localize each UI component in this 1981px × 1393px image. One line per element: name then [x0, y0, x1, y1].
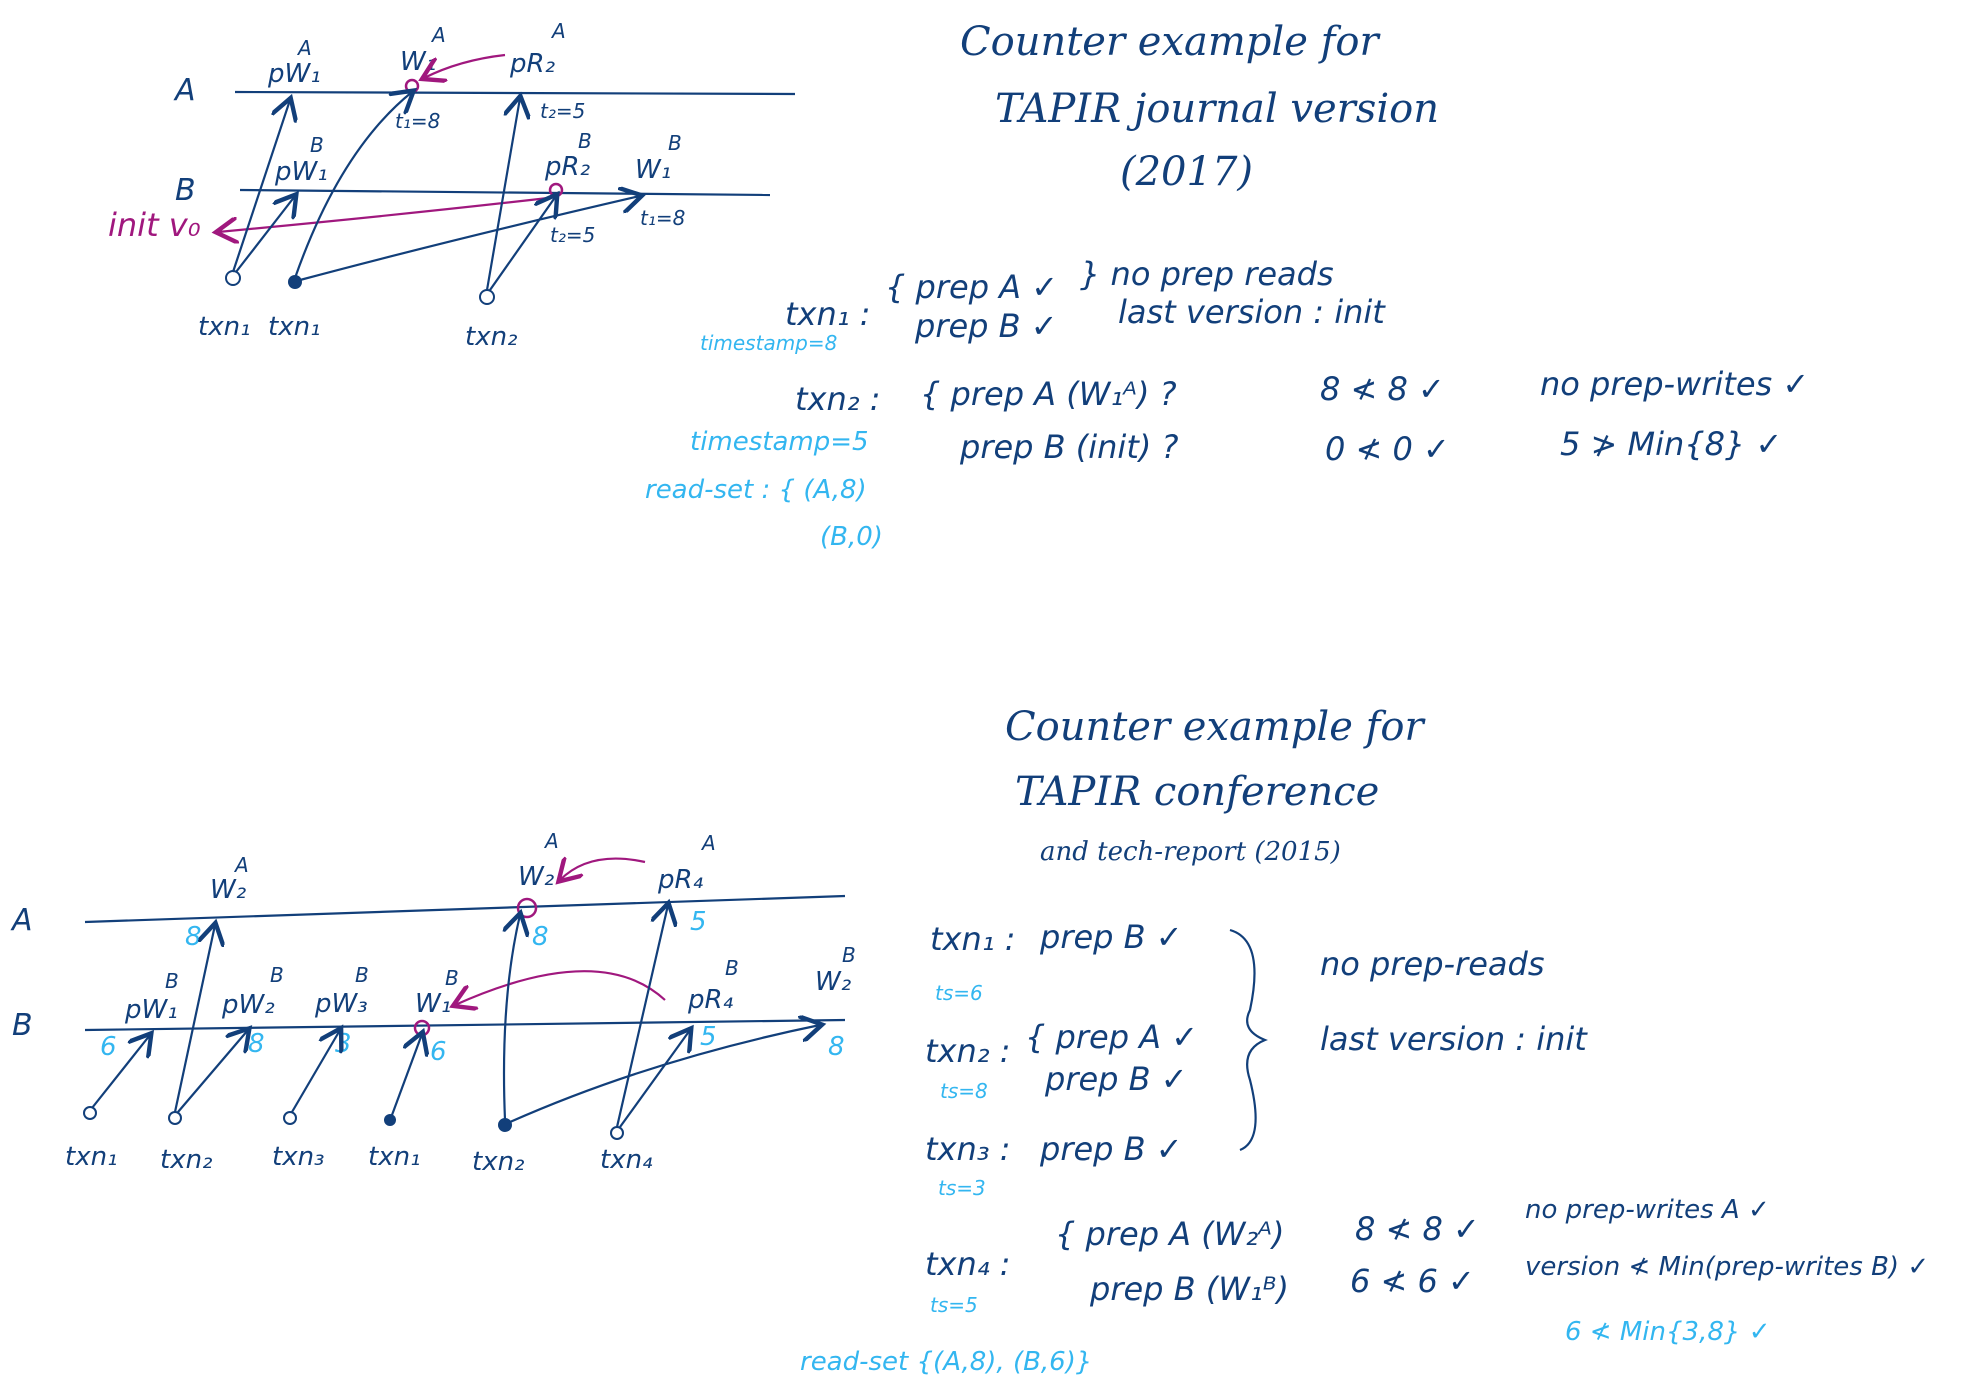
title1-line3: (2017)	[1120, 149, 1254, 195]
w2-a-sup: A	[235, 853, 249, 877]
t2-txn-label-4: txn₁	[368, 1142, 421, 1172]
pr2-a-sup: A	[552, 19, 566, 43]
n1-cmp-a: 8 ≮ 8 ✓	[1320, 370, 1445, 408]
n2-txn2-prep-b: prep B ✓	[1045, 1060, 1188, 1098]
txn-label-1: txn₁	[198, 312, 251, 342]
n2-txn1-prep: prep B ✓	[1040, 918, 1183, 956]
n2-txn2-ts: ts=8	[940, 1079, 988, 1103]
n1-txn2: txn₂ :	[795, 380, 881, 418]
t2-txn2-commit-origin	[498, 1118, 512, 1132]
n1-min-check: 5 ≯ Min{8} ✓	[1560, 425, 1783, 463]
title2-line2: TAPIR conference	[1015, 769, 1380, 815]
w2-b-ts: 8	[828, 1032, 845, 1062]
w1-b-label: W₁	[635, 155, 672, 185]
t2-txn-label-5: txn₂	[472, 1147, 525, 1177]
pr4-b-ts: 5	[700, 1022, 717, 1052]
w2-b-label: W₂	[815, 967, 852, 997]
t2-txn4-origin	[611, 1127, 623, 1139]
title2-line3: and tech-report (2015)	[1040, 837, 1341, 867]
title1-line2: TAPIR journal version	[995, 86, 1439, 132]
t2-txn-label-2: txn₂	[160, 1145, 213, 1175]
n2-last-version: last version : init	[1320, 1020, 1587, 1058]
pw1-b2-ts: 6	[100, 1032, 117, 1062]
n2-cmp-b: 6 ≮ 6 ✓	[1350, 1262, 1475, 1300]
n2-txn1: txn₁ :	[930, 920, 1016, 958]
t2-txn4-arrow-a	[617, 905, 668, 1127]
pr2-a-label: pR₂	[510, 49, 555, 79]
pr4-b-label: pR₄	[688, 985, 733, 1015]
txn-label-2: txn₁	[268, 312, 321, 342]
n1-no-prep-reads: } no prep reads	[1080, 255, 1334, 293]
t2-txn2-commit-b	[510, 1025, 820, 1122]
n1-txn2-prep-a: { prep A (W₁ᴬ) ?	[920, 375, 1177, 413]
w1-b-sup: B	[668, 131, 682, 155]
n1-txn1-ts: timestamp=8	[700, 331, 838, 355]
pr4-a-sup: A	[702, 831, 716, 855]
t2-txn2-origin	[169, 1112, 181, 1124]
init-v0-label: init v₀	[108, 206, 201, 244]
pw3-b-ts: 3	[335, 1029, 352, 1059]
w2-b-sup: B	[842, 943, 856, 967]
txn1-origin	[226, 271, 240, 285]
axis2-a-label: A	[12, 903, 33, 938]
w2-a-label: W₂	[210, 875, 247, 905]
t2-txn3-arrow	[292, 1030, 340, 1112]
t1-b-label: t₁=8	[640, 206, 686, 230]
n2-txn4-prep-a: { prep A (W₂ᴬ)	[1055, 1215, 1285, 1253]
t2-txn-label-3: txn₃	[272, 1142, 325, 1172]
w1-a-sup: A	[432, 23, 446, 47]
w1-a-marker	[406, 80, 418, 92]
t2-txn1-commit-origin	[384, 1114, 396, 1126]
read-w1b-arrow	[455, 971, 665, 1005]
pw1-b2-sup: B	[165, 969, 179, 993]
n2-no-prep-writes-a: no prep-writes A ✓	[1525, 1195, 1770, 1225]
pw2-b-ts: 8	[248, 1029, 265, 1059]
n1-read-set-b: (B,0)	[820, 522, 883, 552]
w1-b2-marker	[415, 1021, 429, 1035]
pr2-b-label: pR₂	[545, 152, 590, 182]
n2-no-prep-reads: no prep-reads	[1320, 945, 1545, 983]
n1-txn2-prep-b: prep B (init) ?	[960, 428, 1179, 466]
pw1-a-sup: A	[298, 36, 312, 60]
n2-txn3: txn₃ :	[925, 1130, 1011, 1168]
title1-line1: Counter example for	[960, 19, 1379, 65]
n2-version-check: version ≮ Min(prep-writes B) ✓	[1525, 1252, 1930, 1282]
w2-a2-ts: 8	[532, 922, 549, 952]
title2-line1: Counter example for	[1005, 704, 1424, 750]
t1-a-label: t₁=8	[395, 109, 441, 133]
t2-txn2-arrow-b	[178, 1030, 248, 1112]
t2-txn2-arrow-a	[175, 925, 215, 1112]
pw2-b-sup: B	[270, 963, 284, 987]
pr4-a-ts: 5	[690, 907, 707, 937]
t2-txn3-origin	[284, 1112, 296, 1124]
timeline2-a	[85, 896, 845, 922]
pr2-b-marker	[550, 184, 562, 196]
pw1-b-sup: B	[310, 133, 324, 157]
n1-txn2-ts: timestamp=5	[690, 427, 869, 457]
n2-txn3-prep: prep B ✓	[1040, 1130, 1183, 1168]
w2-a-ts: 8	[185, 922, 202, 952]
t2-txn-label-1: txn₁	[65, 1142, 118, 1172]
axis-a-label: A	[175, 73, 196, 108]
axis2-b-label: B	[12, 1008, 33, 1043]
n2-txn1-ts: ts=6	[935, 981, 983, 1005]
n1-no-prep-writes: no prep-writes ✓	[1540, 365, 1810, 403]
w2-a2-sup: A	[545, 829, 559, 853]
n2-group-brace	[1230, 930, 1265, 1150]
w2-a2-label: W₂	[518, 862, 555, 892]
n1-txn1-prep-b: prep B ✓	[915, 307, 1058, 345]
pw1-a-label: pW₁	[268, 59, 321, 89]
timeline-a	[235, 92, 795, 94]
pw1-b-label: pW₁	[275, 157, 328, 187]
t2-txn1-commit-arrow	[392, 1034, 422, 1115]
pr4-a-label: pR₄	[658, 865, 703, 895]
pw1-b2-label: pW₁	[125, 995, 178, 1025]
timeline2-b	[85, 1020, 845, 1030]
t2-txn1-origin	[84, 1107, 96, 1119]
t2-b-label: t₂=5	[550, 223, 596, 247]
n1-read-set: read-set : { (A,8)	[645, 475, 867, 505]
w1-a-label: W₁	[400, 47, 437, 77]
t2-txn-label-6: txn₄	[600, 1145, 653, 1175]
t2-a-label: t₂=5	[540, 99, 586, 123]
w1-b2-label: W₁	[415, 989, 452, 1019]
n2-cmp-a: 8 ≮ 8 ✓	[1355, 1210, 1480, 1248]
txn2-origin	[480, 290, 494, 304]
pw3-b-label: pW₃	[315, 989, 368, 1019]
n1-cmp-b: 0 ≮ 0 ✓	[1325, 430, 1450, 468]
n2-txn4-prep-b: prep B (W₁ᴮ)	[1090, 1270, 1290, 1308]
pw2-b-label: pW₂	[222, 990, 275, 1020]
diagram-journal	[108, 19, 1809, 552]
pw3-b-sup: B	[355, 963, 369, 987]
n2-read-set: read-set {(A,8), (B,6)}	[800, 1347, 1093, 1377]
n1-txn1: txn₁ :	[785, 295, 871, 333]
t2-txn2-commit-a	[504, 915, 520, 1120]
w1-b2-sup: B	[445, 966, 459, 990]
txn-label-3: txn₂	[465, 322, 518, 352]
txn2-arrow-a	[487, 98, 520, 290]
diagram-conference	[10, 704, 1929, 1377]
n2-txn2: txn₂ :	[925, 1032, 1011, 1070]
axis-b-label: B	[175, 173, 196, 208]
t2-txn4-arrow-b	[620, 1030, 690, 1127]
n2-txn3-ts: ts=3	[938, 1176, 986, 1200]
n2-min-check: 6 ≮ Min{3,8} ✓	[1565, 1317, 1771, 1347]
n2-txn4: txn₄ :	[925, 1245, 1011, 1283]
n2-txn4-ts: ts=5	[930, 1293, 978, 1317]
n2-txn2-prep-a: { prep A ✓	[1025, 1018, 1199, 1056]
w1-b2-ts: 6	[430, 1037, 447, 1067]
n1-last-version: last version : init	[1118, 293, 1385, 331]
read-w1-arrow	[424, 55, 505, 78]
pr2-b-sup: B	[578, 129, 592, 153]
n1-txn1-prep-a: { prep A ✓	[885, 268, 1059, 306]
read-w2a-arrow	[560, 859, 645, 880]
pr4-b-sup: B	[725, 956, 739, 980]
